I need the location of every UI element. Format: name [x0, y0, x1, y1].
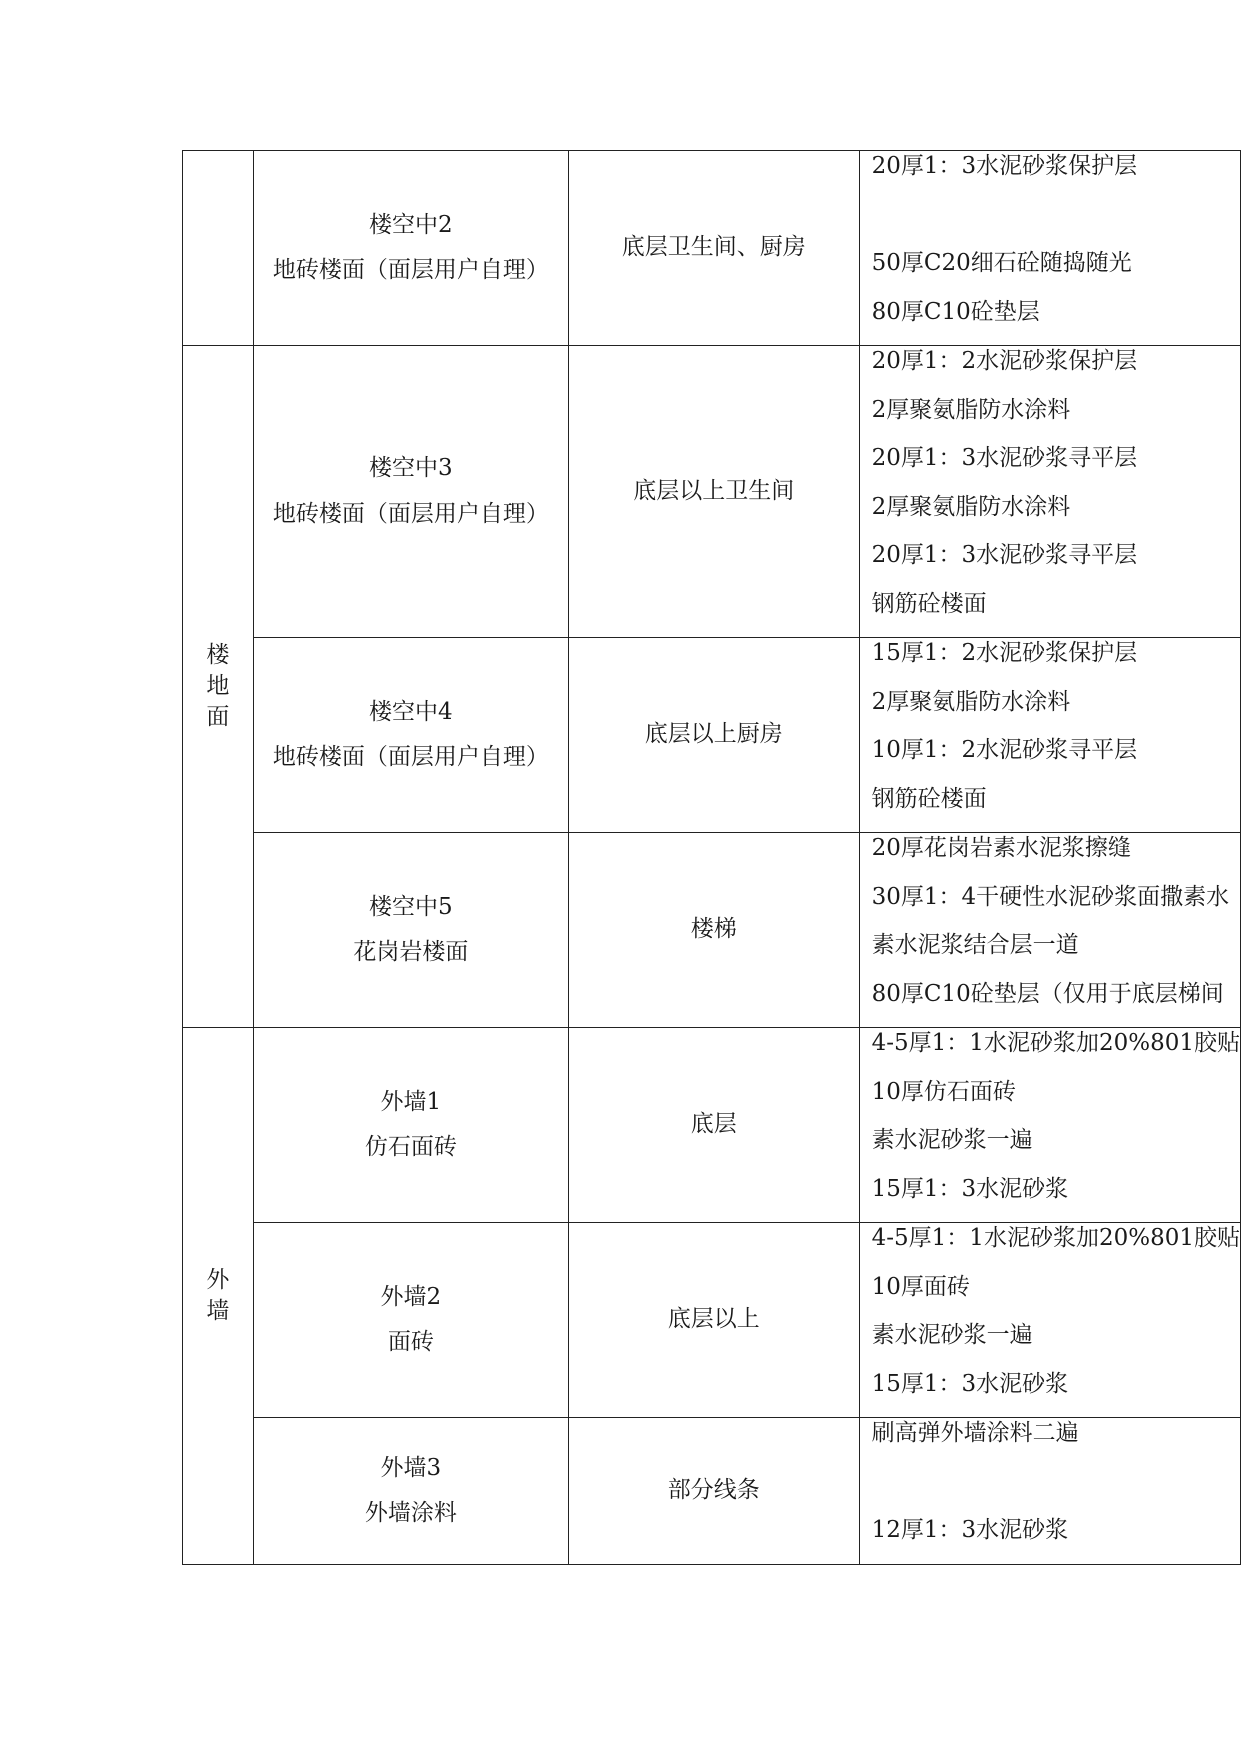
layer-spacer	[872, 1467, 1240, 1516]
layer-line: 12厚1：3水泥砂浆	[871, 1517, 1069, 1543]
layer-line: 刷高弹外墙涂料二遍	[871, 1420, 1079, 1446]
layer-line: 20厚1：3水泥砂浆寻平层	[871, 542, 1138, 568]
layer-line: 4-5厚1：1水泥砂浆加20%801胶贴	[871, 1225, 1240, 1251]
table-row	[183, 1418, 1241, 1565]
item-name: 外墙涂料	[364, 1499, 457, 1526]
layer-line: 20厚1：2水泥砂浆保护层	[871, 348, 1138, 374]
layer-line: 80厚C10砼垫层（仅用于底层梯间	[871, 980, 1224, 1007]
layer-line: 2厚聚氨脂防水涂料	[871, 396, 1071, 423]
item-code: 外墙2	[380, 1283, 442, 1310]
item-code: 楼空中3	[369, 455, 453, 482]
item-name-cell	[253, 151, 568, 346]
table-row	[183, 151, 1241, 346]
layer-line: 钢筋砼楼面	[871, 590, 987, 617]
layer-line: 素水泥浆结合层一道	[871, 932, 1079, 958]
category-char: 墙	[206, 1297, 230, 1324]
item-code: 楼空中4	[369, 698, 453, 725]
layer-line: 20厚1：3水泥砂浆保护层	[871, 153, 1138, 179]
construction-layers-cell	[859, 833, 1240, 1028]
layer-line: 素水泥砂浆一遍	[871, 1322, 1033, 1348]
category-char: 楼	[206, 641, 230, 668]
layer-line: 80厚C10砼垫层	[871, 298, 1040, 325]
table-row	[183, 1223, 1241, 1418]
location-cell: 底层	[568, 1028, 859, 1223]
category-cell	[183, 1028, 254, 1565]
location-cell: 底层以上厨房	[568, 638, 859, 833]
layer-line: 20厚花岗岩素水泥浆擦缝	[871, 835, 1131, 861]
item-name: 地砖楼面（面层用户自理）	[272, 500, 549, 527]
layer-line: 10厚面砖	[871, 1273, 970, 1300]
location-cell: 楼梯	[568, 833, 859, 1028]
table-body	[183, 151, 1241, 1565]
category-cell	[183, 151, 254, 346]
construction-layers-cell	[859, 1223, 1240, 1418]
item-name: 花岗岩楼面	[353, 939, 469, 965]
item-code: 外墙3	[380, 1454, 442, 1481]
item-code: 楼空中2	[369, 211, 453, 238]
location-cell: 底层以上卫生间	[568, 346, 859, 638]
layer-line: 15厚1：2水泥砂浆保护层	[871, 640, 1138, 666]
table-row	[183, 1028, 1241, 1223]
layer-line: 2厚聚氨脂防水涂料	[871, 688, 1071, 715]
layer-line: 15厚1：3水泥砂浆	[871, 1370, 1069, 1397]
location-cell: 部分线条	[568, 1418, 859, 1565]
layer-line: 4-5厚1：1水泥砂浆加20%801胶贴	[871, 1030, 1240, 1056]
layer-line: 20厚1：3水泥砂浆寻平层	[871, 445, 1138, 471]
layer-spacer	[872, 200, 1240, 249]
item-name-cell	[253, 1223, 568, 1418]
table-row	[183, 833, 1241, 1028]
table-row	[183, 638, 1241, 833]
layer-line: 钢筋砼楼面	[871, 785, 987, 812]
construction-layers-cell	[859, 638, 1240, 833]
construction-layers-cell	[859, 151, 1240, 346]
layer-line: 10厚1：2水泥砂浆寻平层	[871, 737, 1138, 763]
layer-line: 30厚1：4干硬性水泥砂浆面撒素水	[871, 883, 1230, 910]
item-code: 外墙1	[380, 1088, 442, 1115]
construction-layers-cell	[859, 346, 1240, 638]
layer-line: 15厚1：3水泥砂浆	[871, 1175, 1069, 1202]
layer-line: 50厚C20细石砼随捣随光	[871, 250, 1132, 276]
item-name: 地砖楼面（面层用户自理）	[272, 744, 549, 770]
item-name-cell	[253, 638, 568, 833]
item-name: 仿石面砖	[364, 1134, 457, 1160]
construction-layers-cell	[859, 1028, 1240, 1223]
item-code: 楼空中5	[369, 893, 453, 920]
item-name-cell	[253, 346, 568, 638]
category-char: 地	[206, 672, 230, 699]
item-name-cell	[253, 1028, 568, 1223]
construction-spec-table	[182, 150, 1241, 1565]
layer-line: 素水泥砂浆一遍	[871, 1127, 1033, 1153]
table-row	[183, 346, 1241, 638]
category-char: 面	[206, 704, 230, 731]
construction-layers-cell	[859, 1418, 1240, 1565]
location-cell: 底层卫生间、厨房	[568, 151, 859, 346]
item-name-cell	[253, 833, 568, 1028]
item-name: 地砖楼面（面层用户自理）	[272, 257, 549, 283]
category-char: 外	[206, 1266, 230, 1293]
layer-line: 10厚仿石面砖	[871, 1078, 1016, 1105]
location-cell: 底层以上	[568, 1223, 859, 1418]
layer-line: 2厚聚氨脂防水涂料	[871, 493, 1071, 520]
item-name-cell	[253, 1418, 568, 1565]
category-cell	[183, 346, 254, 1028]
item-name: 面砖	[387, 1329, 434, 1355]
